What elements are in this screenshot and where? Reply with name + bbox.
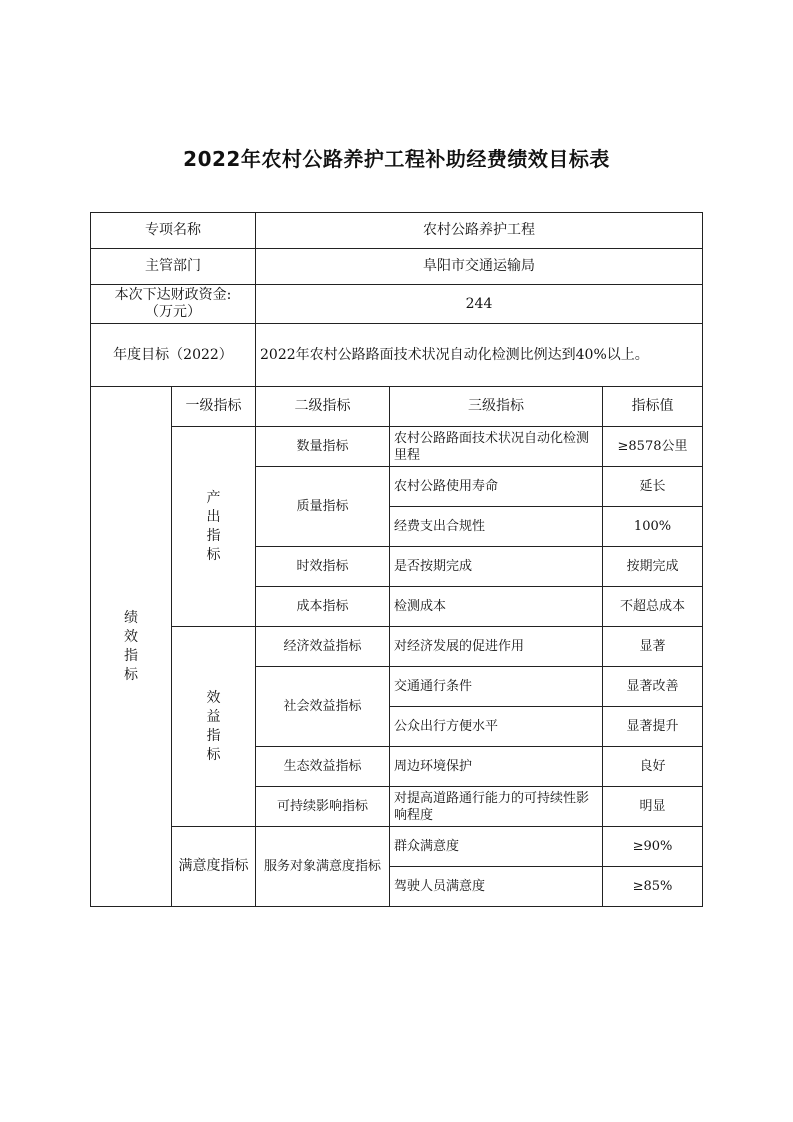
level1-output: 产出指标 [172,427,256,627]
value-cell: 按期完成 [603,547,703,587]
level3-cell: 农村公路路面技术状况自动化检测里程 [390,427,603,467]
level3-cell: 群众满意度 [390,827,603,867]
fund-value: 244 [256,285,703,324]
level2-cell: 数量指标 [256,427,390,467]
level3-cell: 农村公路使用寿命 [390,467,603,507]
table-row [91,213,703,249]
fund-label-line1: 本次下达财政资金: [114,287,232,303]
level3-cell: 是否按期完成 [390,547,603,587]
level3-cell: 检测成本 [390,587,603,627]
value-cell: 显著提升 [603,707,703,747]
value-cell: 明显 [603,787,703,827]
fund-label [91,285,256,324]
header-level1: 一级指标 [172,387,256,427]
table-header-row [91,387,703,427]
level2-cell: 成本指标 [256,587,390,627]
level3-cell: 经费支出合规性 [390,507,603,547]
level3-cell: 公众出行方便水平 [390,707,603,747]
value-cell: ≥90% [603,827,703,867]
value-cell: 不超总成本 [603,587,703,627]
department-label: 主管部门 [91,249,256,285]
value-cell: 100% [603,507,703,547]
value-cell: 延长 [603,467,703,507]
value-cell: 良好 [603,747,703,787]
level2-cell: 时效指标 [256,547,390,587]
header-level3: 三级指标 [390,387,603,427]
level2-cell: 生态效益指标 [256,747,390,787]
level1-benefit: 效益指标 [172,627,256,827]
value-cell: ≥8578公里 [603,427,703,467]
level2-cell: 社会效益指标 [256,667,390,747]
level2-cell: 可持续影响指标 [256,787,390,827]
table-row [91,324,703,387]
table-row [91,427,703,467]
table-row [91,627,703,667]
annual-goal-label: 年度目标（2022） [91,324,256,387]
value-cell: ≥85% [603,867,703,907]
level3-cell: 周边环境保护 [390,747,603,787]
fund-label-line2: （万元） [145,304,201,320]
page-title: 2022年农村公路养护工程补助经费绩效目标表 [183,147,610,171]
performance-target-table [90,212,703,907]
table-row [91,285,703,324]
level3-cell: 驾驶人员满意度 [390,867,603,907]
table-row [91,249,703,285]
level3-cell: 交通通行条件 [390,667,603,707]
level2-cell: 质量指标 [256,467,390,547]
level3-cell: 对提高道路通行能力的可持续性影响程度 [390,787,603,827]
level2-cell: 服务对象满意度指标 [256,827,390,907]
value-cell: 显著 [603,627,703,667]
project-name-label: 专项名称 [91,213,256,249]
value-cell: 显著改善 [603,667,703,707]
annual-goal-value: 2022年农村公路路面技术状况自动化检测比例达到40%以上。 [256,324,703,387]
level1-satisfaction: 满意度指标 [172,827,256,907]
header-value: 指标值 [603,387,703,427]
project-name-value: 农村公路养护工程 [256,213,703,249]
level2-cell: 经济效益指标 [256,627,390,667]
level3-cell: 对经济发展的促进作用 [390,627,603,667]
header-level2: 二级指标 [256,387,390,427]
department-value: 阜阳市交通运输局 [256,249,703,285]
performance-indicators-group: 绩效指标 [91,387,172,907]
table-row [91,827,703,867]
